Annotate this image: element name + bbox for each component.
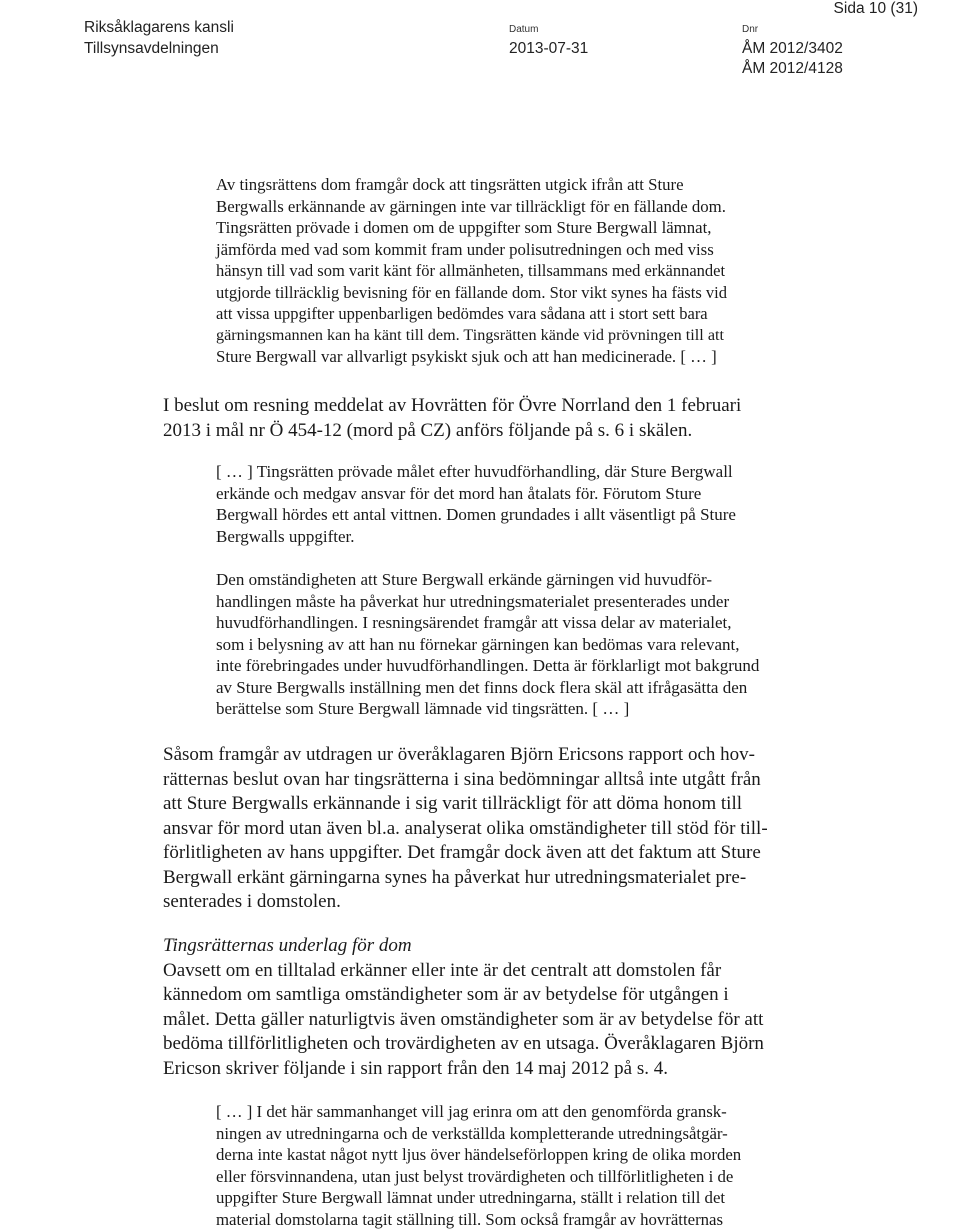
text-line: Bergwalls erkännande av gärningen inte var tillräckligt för en fällande dom. (216, 196, 726, 216)
text-line: Bergwall hördes ett antal vittnen. Domen grundades i allt väsentligt på Sture (216, 505, 736, 524)
text-line: Sture Bergwall var allvarligt psykiskt sjuk och att han medicinerade. [ … ] (216, 347, 717, 366)
text-line: uppgifter Sture Bergwall lämnat under utredningarna, ställt i relation till det (216, 1188, 726, 1207)
text-line: att Sture Bergwalls erkännande i sig varit tillräckligt för att döma honom till (163, 793, 743, 814)
text-line: Bergwall erkänt gärningarna synes ha påverkat hur utredningsmaterialet pre- (163, 866, 747, 888)
text-line: ningen av utredningarna och de verkställda kompletterande utredningsåtgär- (216, 1123, 728, 1143)
text-line: Den omständigheten att Sture Bergwall erkände gärningen vid huvudför- (216, 570, 712, 589)
org-name: Riksåklagarens kansli (84, 19, 234, 36)
text-line: bedöma tillförlitligheten och trovärdigheten av en utsaga. Överåklagaren Björn (163, 1033, 764, 1054)
text-line: som i belysning av att han nu förnekar gärningen kan bedömas vara relevant, (216, 634, 740, 654)
text-line: eller försvinnandena, utan just belyst trovärdigheten och tillförlitligheten i de (216, 1166, 734, 1186)
text-line: gärningsmannen kan ha känt till dem. Tingsrätten kände vid prövningen till att (216, 325, 725, 344)
text-line: huvudförhandlingen. I resningsärendet framgår att vissa delar av materialet, (216, 613, 732, 632)
quote-tingsratt-dom (216, 174, 727, 368)
text-line: Oavsett om en tilltalad erkänner eller inte är det centralt att domstolen får (163, 959, 722, 981)
text-line: 2013 i mål nr Ö 454-12 (mord på CZ) anförs följande på s. 6 i skälen. (163, 419, 693, 441)
text-line: [ … ] I det här sammanhanget vill jag erinra om att den genomförda gransk- (216, 1102, 727, 1121)
text-line: derna inte kastat något nytt ljus över händelseförloppen kring de olika morden (216, 1145, 742, 1164)
section-heading: Tingsrätternas underlag för dom (163, 935, 412, 956)
text-line: inte förebringades under huvudförhandlingen. Detta är förklarligt mot bakgrund (216, 656, 760, 675)
dnr-value-2: ÅM 2012/4128 (742, 60, 843, 77)
text-line: senterades i domstolen. (163, 891, 341, 912)
dnr-value-1: ÅM 2012/3402 (742, 40, 843, 57)
text-line: material domstolarna tagit ställning till. Som också framgår av hovrätternas (216, 1209, 724, 1229)
text-line: Såsom framgår av utdragen ur överåklagaren Björn Ericsons rapport och hov- (163, 744, 755, 765)
date-value: 2013-07-31 (509, 40, 589, 57)
text-line: Ericson skriver följande i sin rapport från den 14 maj 2012 på s. 4. (163, 1057, 668, 1079)
date-label: Datum (509, 24, 539, 35)
text-line: av Sture Bergwalls inställning men det finns dock flera skäl att ifrågasätta den (216, 677, 748, 697)
text-line: Av tingsrättens dom framgår dock att tingsrätten utgick ifrån att Sture (216, 175, 684, 194)
text-line: hänsyn till vad som varit känt för allmänheten, tillsammans med erkännandet (216, 261, 726, 280)
text-line: Bergwalls uppgifter. (216, 526, 355, 546)
quote-hovratt-skal (216, 461, 736, 547)
text-line: jämförda med vad som kommit fram under polisutredningen och med viss (216, 239, 714, 259)
text-line: I beslut om resning meddelat av Hovrätten för Övre Norrland den 1 februari (163, 395, 742, 416)
department-name: Tillsynsavdelningen (84, 40, 219, 57)
text-line: [ … ] Tingsrätten prövade målet efter huvudförhandling, där Sture Bergwall (216, 462, 733, 481)
text-line: handlingen måste ha påverkat hur utredningsmaterialet presenterades under (216, 591, 730, 611)
section-tingsratternas-underlag (163, 934, 764, 1081)
text-line: erkände och medgav ansvar för det mord han åtalats för. Förutom Sture (216, 483, 702, 503)
text-line: Tingsrätten prövade i domen om de uppgifter som Sture Bergwall lämnat, (216, 218, 712, 237)
text-line: rätternas beslut ovan har tingsrätterna i sina bedömningar alltså inte utgått från (163, 768, 761, 790)
text-line: berättelse som Sture Bergwall lämnade vid tingsrätten. [ … ] (216, 699, 630, 718)
text-line: att vissa uppgifter uppenbarligen bedömdes vara sådana att i stort sett bara (216, 304, 708, 323)
text-line: utgjorde tillräcklig bevisning för en fällande dom. Stor vikt synes ha fästs vid (216, 282, 727, 302)
quote-hovratt-skal-continued (216, 569, 759, 720)
dnr-label: Dnr (742, 24, 759, 35)
paragraph-sasom-framgar (163, 743, 768, 915)
text-line: förlitligheten av hans uppgifter. Det framgår dock även att det faktum att Sture (163, 842, 761, 863)
page-number: Sida 10 (31) (833, 0, 918, 17)
paragraph-hovratt-beslut (163, 394, 741, 443)
text-line: kännedom om samtliga omständigheter som är av betydelse för utgången i (163, 984, 729, 1005)
text-line: målet. Detta gäller naturligtvis även omständigheter som är av betydelse för att (163, 1008, 764, 1030)
text-line: ansvar för mord utan även bl.a. analyserat olika omständigheter till stöd för till- (163, 817, 768, 839)
quote-ericson-rapport (216, 1101, 741, 1230)
